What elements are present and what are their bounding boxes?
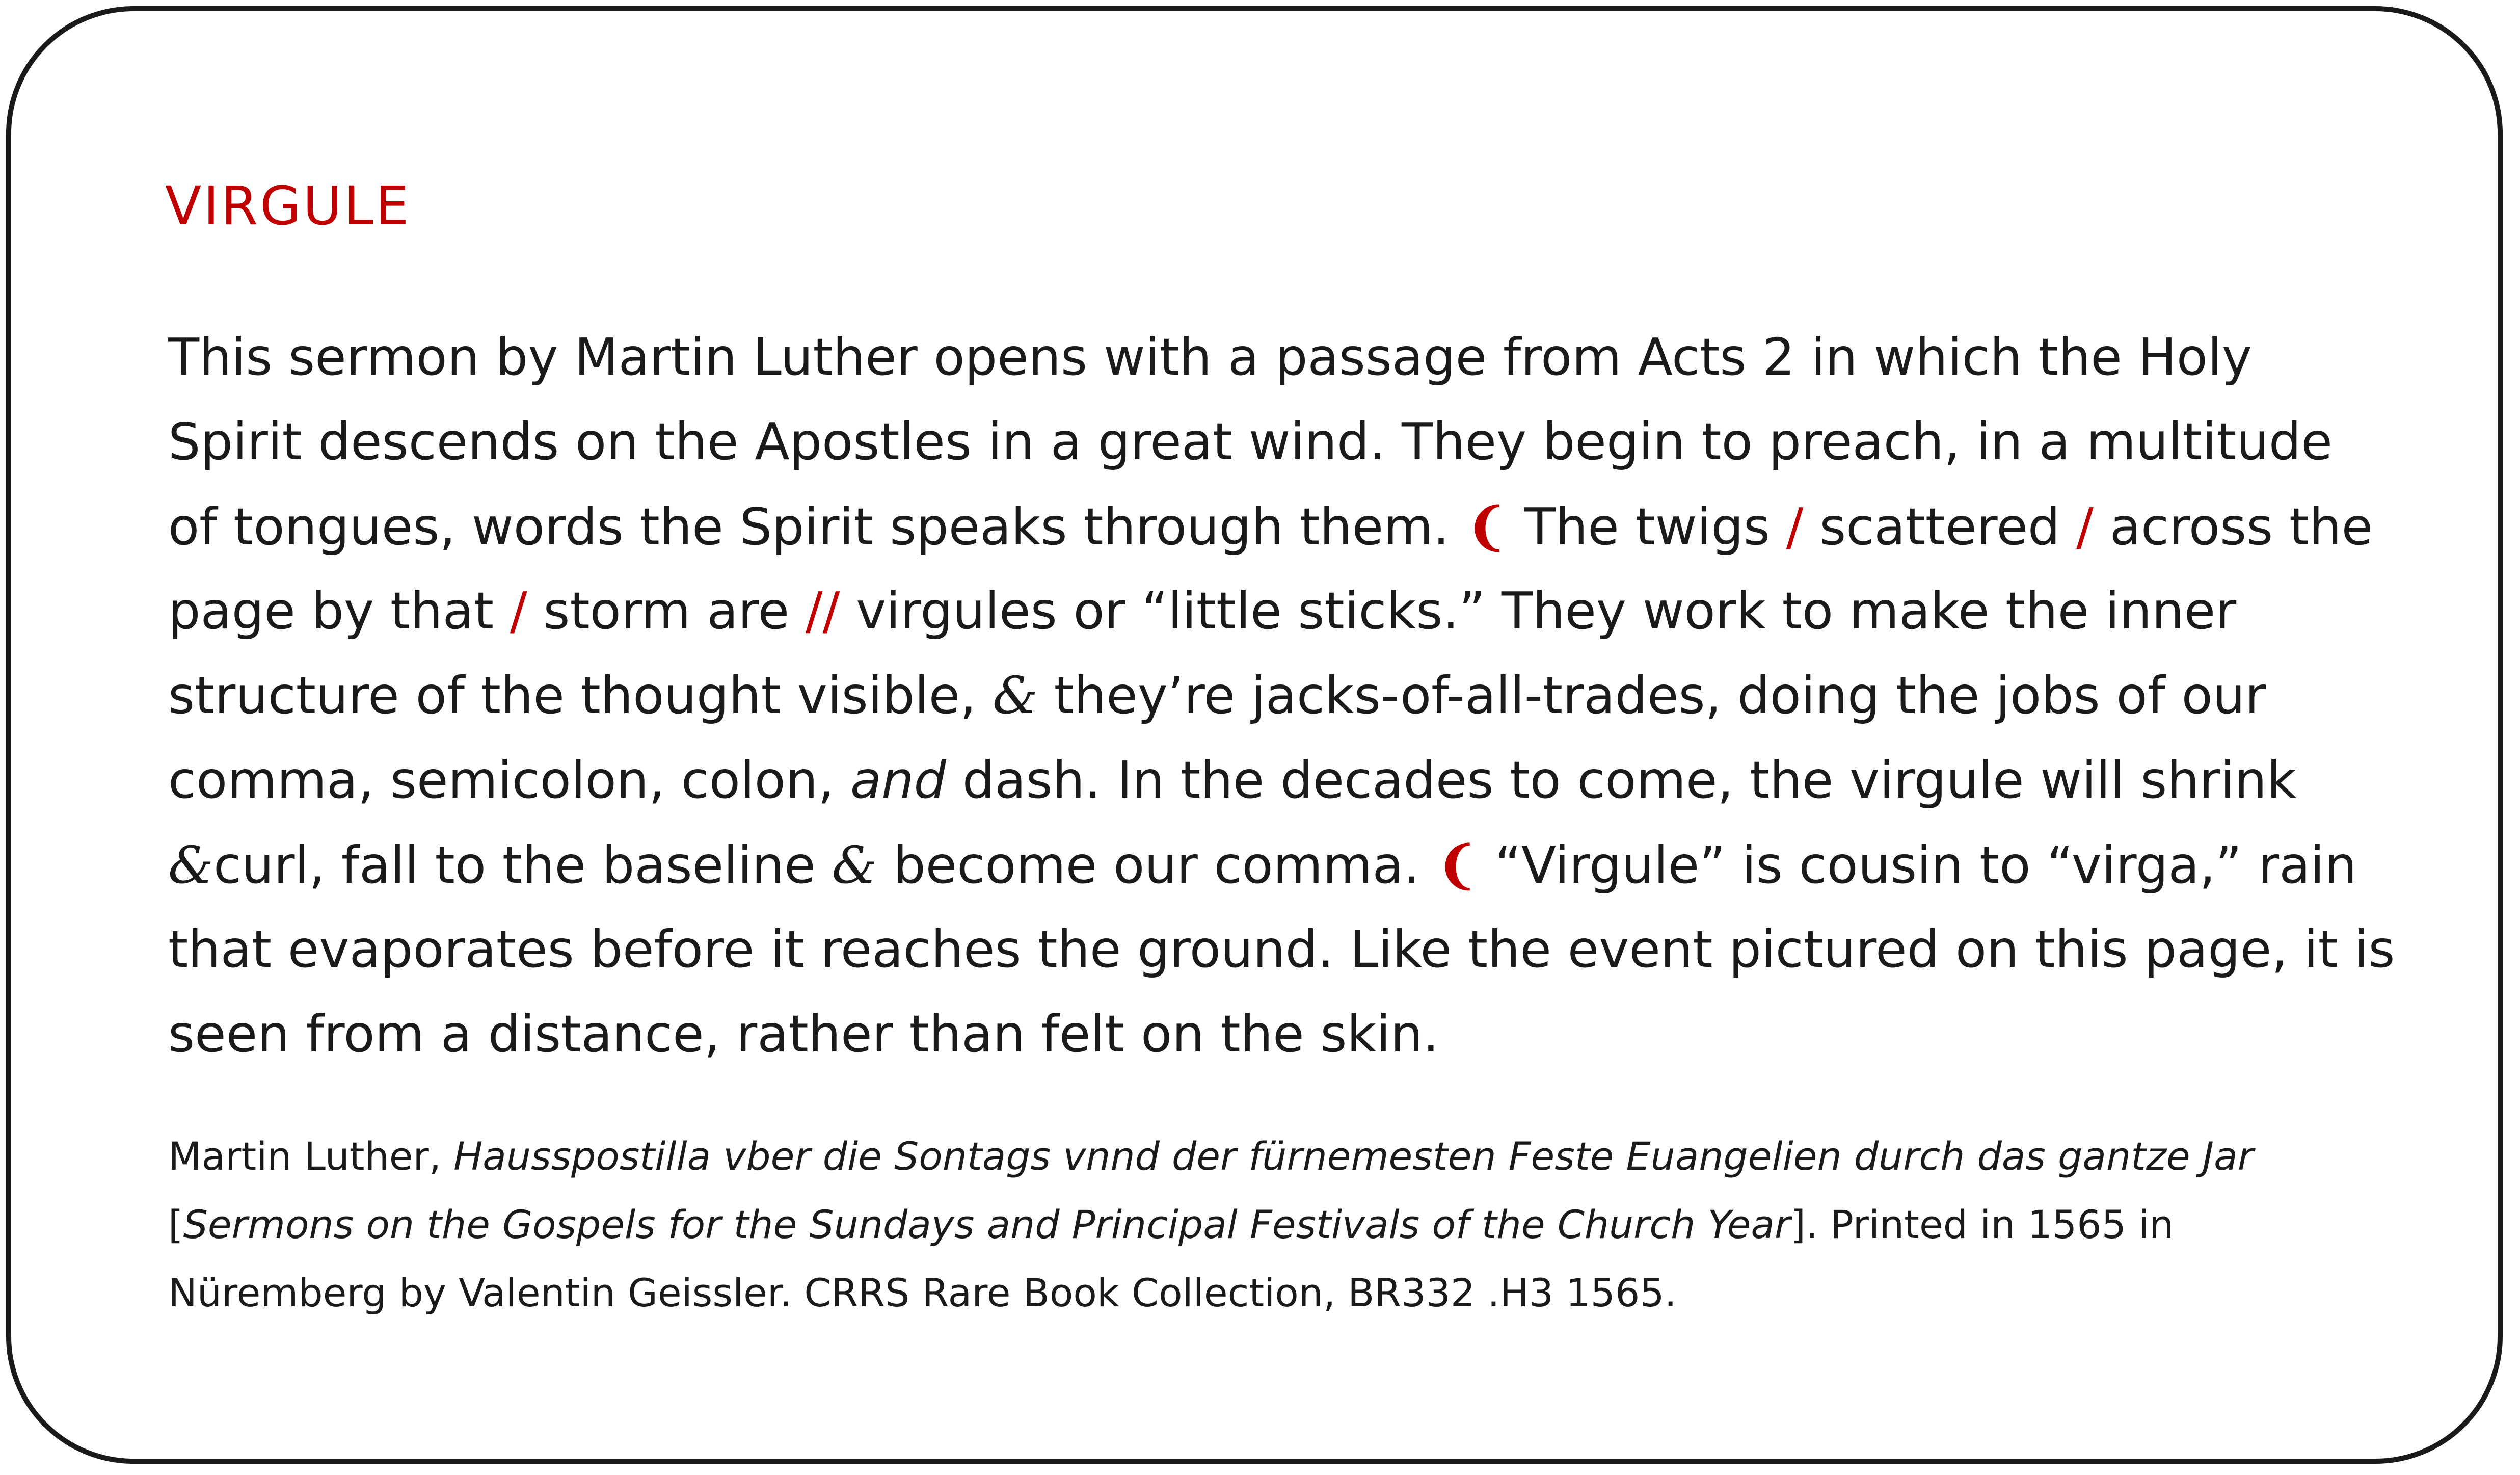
text-run: dash. In the decades to come, the virgule will shrink: [946, 750, 2296, 810]
info-card: [6, 6, 2503, 1464]
body-line: [168, 823, 2410, 907]
text-run: [: [168, 1202, 183, 1247]
text-run: storm are: [527, 581, 806, 641]
caption-line: [168, 1191, 2410, 1259]
emphasis-text: and: [850, 750, 946, 810]
text-run: Spirit descends on the Apostles in a great wind. They begin to preach, in a multitude: [168, 412, 2333, 471]
text-run: curl, fall to the baseline: [213, 835, 832, 895]
text-run: This sermon by Martin Luther opens with a passage from Acts 2 in which the Holy: [168, 327, 2252, 387]
text-run: across the: [2093, 497, 2373, 557]
text-run: virgules or “little sticks.” They work to make the inner: [840, 581, 2237, 641]
text-run: structure of the thought visible,: [168, 666, 993, 725]
body-line: [168, 653, 2410, 738]
body-line: [168, 569, 2410, 653]
body-line: [168, 315, 2410, 400]
text-run: become our comma.: [877, 835, 1436, 895]
body-line: [168, 907, 2410, 992]
double-virgule-mark: ∕/: [805, 581, 840, 641]
text-run: ]. Printed in 1565 in: [1790, 1202, 2174, 1247]
ampersand-glyph: &: [832, 835, 877, 895]
book-title-italic: Hausspostilla vber die Sontags vnnd der fürnemesten Feste Euangelien durch das gantze Jar: [453, 1134, 2254, 1179]
text-run: scattered: [1803, 497, 2077, 557]
caption-line: [168, 1259, 2410, 1327]
paragraph-mark-icon: ❨: [1436, 835, 1479, 895]
caption-line: [168, 1122, 2410, 1191]
virgule-mark: /: [510, 581, 527, 641]
citation-caption: [168, 1122, 2410, 1327]
text-run: The twigs: [1508, 497, 1786, 557]
body-paragraph: [168, 315, 2410, 1076]
text-run: of tongues, words the Spirit speaks through them.: [168, 497, 1466, 557]
virgule-mark: ∕: [2076, 497, 2094, 557]
body-line: [168, 400, 2410, 484]
text-run: page by that: [168, 581, 510, 641]
body-line: [168, 738, 2410, 823]
text-run: seen from a distance, rather than felt on the skin.: [168, 1004, 1439, 1064]
text-run: Martin Luther,: [168, 1134, 454, 1179]
section-title: VIRGULE: [165, 175, 411, 237]
text-run: Nüremberg by Valentin Geissler. CRRS Rare Book Collection, BR332 .H3 1565.: [168, 1270, 1677, 1315]
text-run: “Virgule” is cousin to “virga,” rain: [1479, 835, 2357, 895]
paragraph-mark-icon: ❨: [1465, 496, 1508, 557]
text-run: they’re jacks-of-all-trades, doing the jobs of our: [1037, 666, 2266, 725]
virgule-mark: /: [1786, 497, 1804, 557]
body-line: [168, 992, 2410, 1076]
ampersand-glyph: &: [168, 835, 214, 895]
body-line: [168, 484, 2410, 569]
text-run: comma, semicolon, colon,: [168, 750, 850, 810]
book-title-translation: Sermons on the Gospels for the Sundays and Principal Festivals of the Church Year: [183, 1202, 1791, 1247]
ampersand-glyph: &: [992, 666, 1038, 725]
text-run: that evaporates before it reaches the ground. Like the event pictured on this page, it is: [168, 919, 2395, 979]
